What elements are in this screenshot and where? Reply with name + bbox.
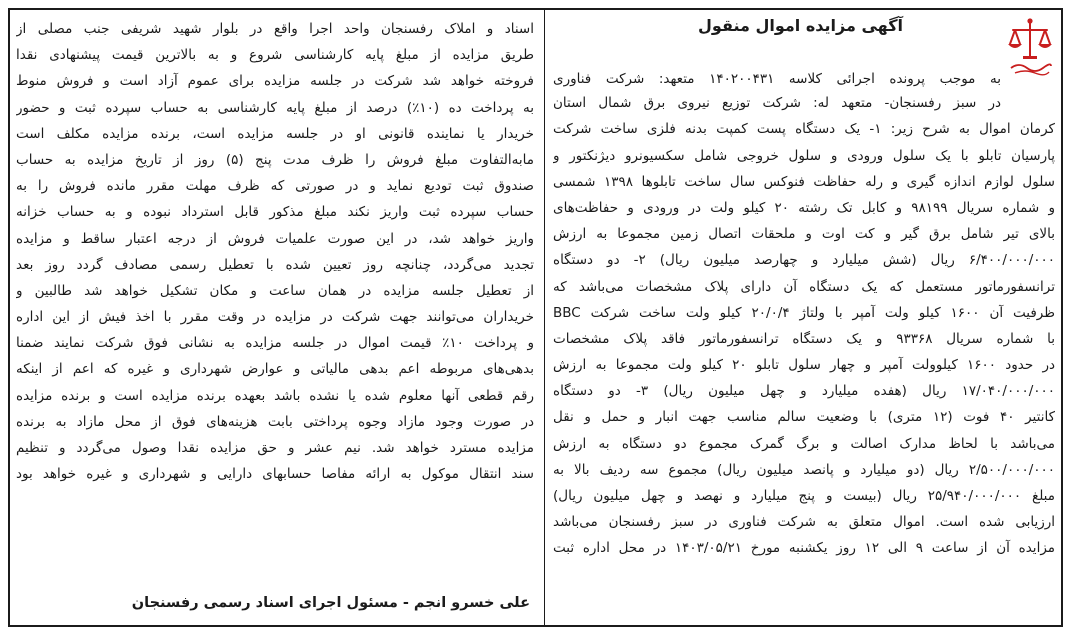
text-line: مزایده مسترد خواهد شد. نیم عشر و حق مزایده نقدا وصول می‌گردد و تنظیم (16, 440, 534, 456)
text-line: مزایده آن از ساعت ۹ الی ۱۲ روز یکشنبه مورخ ۱۴۰۳/۰۵/۲۱ در محل اداره ثبت (553, 540, 1055, 557)
notice-box (8, 8, 1063, 627)
text-line: از تعطیل جلسه مزایده در همان ساعت و مکان تشکیل خواهد شد طالبین و (16, 282, 534, 299)
text-line: با شماره سریال ۹۳۳۶۸ و یک دستگاه ترانسفورماتور فاقد پلاک مشخصات (553, 330, 1055, 347)
text-line: کرمان اموال به شرح زیر: ۱- یک دستگاه پست کمپت بدنه فلزی ساخت شرکت (553, 121, 1055, 138)
text-line: ۶/۴۰۰/۰۰۰/۰۰۰ ریال (شش میلیارد و چهارصد میلیون ریال) ۲- دو دستگاه (553, 252, 1055, 269)
text-line: صندوق ثبت تودیع نماید و در صورتی که ظرف مهلت مقرر مانده فروش را به (16, 178, 534, 195)
text-line: واریز خواهد شد، در این صورت علمیات فروش از درجه اعتبار ساقط و مزایده (16, 230, 534, 247)
text-line: پارسیان تابلو با یک سلول ورودی و سلول خروجی شامل سکسیونرو دیژنکتور و (553, 147, 1055, 164)
text-line: مابه‌التفاوت مبلغ فروش را ظرف مدت پنج (۵) روز از تاریخ مزایده به حساب (16, 151, 534, 168)
text-line: خریدار یا نماینده قانونی او در جلسه مزایده است، برنده مزایده مکلف است (16, 125, 534, 142)
notice-header (553, 14, 1055, 60)
notice-text-left (16, 16, 534, 487)
text-line: ۱۷/۰۴۰/۰۰۰/۰۰۰ ریال (هفده میلیارد و چهل میلیون ریال) ۳- دو دستگاه (553, 383, 1055, 400)
notice-title: آگهی مزایده اموال منقول (698, 16, 903, 35)
text-line: سند انتقال موکول به ارائه مفاصا حسابهای دارایی و شهرداری و غیره خواهد بود (16, 466, 534, 483)
notice-text-right (553, 66, 1055, 562)
text-line: به موجب پرونده اجرائی کلاسه ۱۴۰۲۰۰۴۳۱ متعهد: شرکت فناوری (553, 71, 1001, 87)
text-line: در صورت وجود مازاد وجوه پرداختی بابت هزینه‌های فوق از محل مازاد به برنده (16, 413, 534, 430)
text-line: و شماره سریال ۹۸۱۹۹ و کابل تک رشته ۲۰ کیلو ولت در ورودی و حفاظت‌های (553, 199, 1055, 216)
text-line: تجدید می‌گردد، چنانچه روز تعیین شده با تعطیل رسمی مصادف گردد روز بعد (16, 256, 534, 273)
text-line: ۲/۵۰۰/۰۰۰/۰۰۰ ریال (دو میلیارد و پانصد میلیون ریال) مجموع سه ردیف بالا به (553, 461, 1055, 478)
text-line: فروخته خواهد شد شرکت در جلسه مزایده برای عموم آزاد است و فروش منوط (16, 73, 534, 90)
text-line: سلول لوازم اندازه گیری و رله حفاظت فنوکس سال ساخت تابلوها ۱۳۹۸ شمسی (553, 173, 1055, 190)
text-line: رقم قطعی آنها معلوم شده یا نشده باشد بعهده برنده مزایده است و برنده مزایده (16, 387, 534, 404)
text-line: کانتیر ۴۰ فوت (۱۲ متری) با وضعیت سالم مناسب جهت انبار و حمل و نقل (553, 409, 1055, 426)
text-line: حساب سپرده ثبت واریز نکند مبلغ مذکور قابل استرداد نبوده و به حساب خزانه (16, 204, 534, 221)
text-line: و پرداخت ۱۰٪ قیمت اموال در جلسه مزایده به نشانی فوق شرکت نمایند ضمنا (16, 335, 534, 352)
text-line: ظرفیت آن ۱۶۰۰ کیلو ولت آمپر با ولتاژ ۲۰/۰/۴ کیلو ولت ساخت شرکت BBC (553, 304, 1055, 321)
notice-column-right (545, 10, 1061, 625)
text-line: طریق مزایده از مبلغ پایه کارشناسی شروع و به بالاترین قیمت پیشنهادی نقدا (16, 47, 534, 64)
notice-column-left (10, 10, 545, 625)
text-line: اسناد و املاک رفسنجان واحد اجرا واقع در بلوار شهید شریفی جنب مصلی از (16, 21, 534, 37)
text-line: خریداران می‌توانند جهت شرکت در مزایده در وقت مقرر با اخذ فیش از این اداره (16, 309, 534, 326)
judiciary-scales-emblem-icon (1005, 16, 1055, 76)
text-line: در حدود ۱۶۰۰ کیلوولت آمپر و چهار سلول تابلو ۲۰ کیلو ولت مجموعا به ارزش (553, 357, 1055, 374)
text-line: بالای تیر شامل برق گیر و کت اوت و ملحقات اتصال زمین مجموعا به ارزش (553, 226, 1055, 243)
text-line: می‌باشد با لحاظ مدارک اصالت و برگ گمرک مجموع دو دستگاه به ارزش (553, 435, 1055, 452)
text-line: ارزیابی شده است. اموال متعلق به شرکت فناوری در سبز رفسنجان می‌باشد (553, 514, 1055, 531)
text-line: ترانسفورماتور مستعمل که یک دستگاه آن دارای پلاک مشخصات می‌باشد که (553, 278, 1055, 295)
signature-line: علی خسرو انجم - مسئول اجرای اسناد رسمی رفسنجان (131, 595, 530, 611)
text-line: مبلغ ۲۵/۹۴۰/۰۰۰/۰۰۰ ریال (بیست و پنج میلیارد و نهصد و چهل میلیون ریال) (553, 488, 1055, 504)
text-line: در سبز رفسنجان- متعهد له: شرکت توزیع نیروی برق شمال استان (553, 95, 1001, 112)
text-line: به پرداخت ده (۱۰٪) درصد از مبلغ پایه کارشناسی به حساب سپرده ثبت و حضور (16, 99, 534, 116)
text-line: بدهی‌های مربوطه اعم بدهی مالیاتی و عوارض شهرداری و غیره که اعم از اینکه (16, 361, 534, 378)
